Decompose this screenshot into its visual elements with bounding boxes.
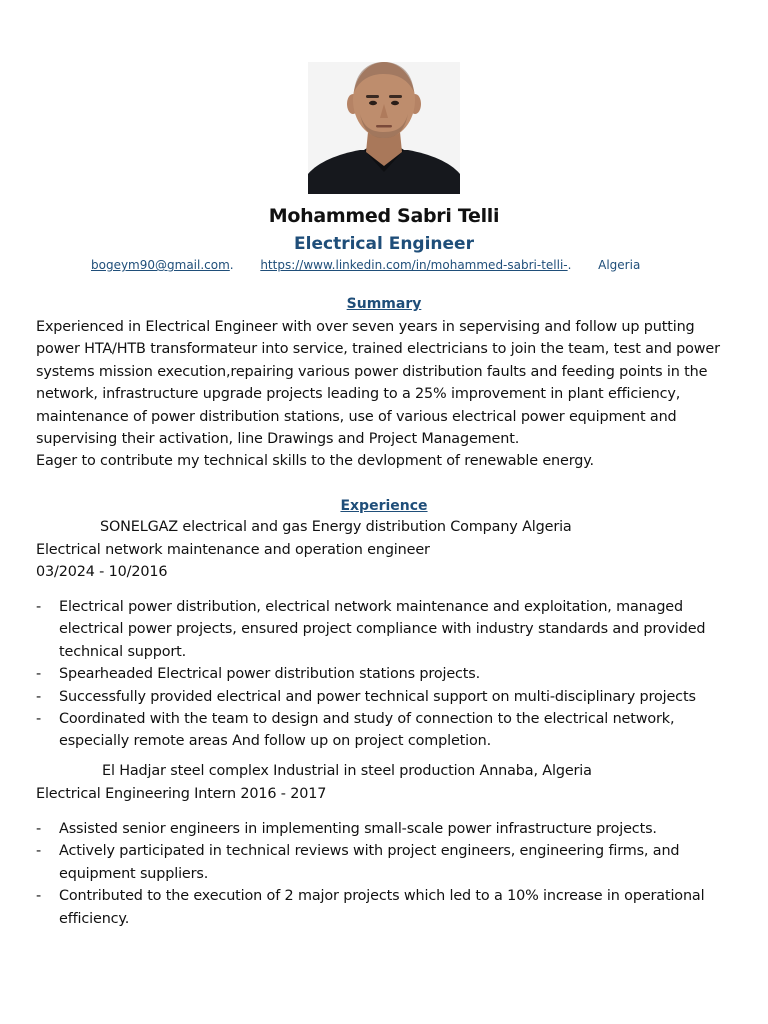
location-text: Algeria (598, 258, 641, 272)
job-1-bullets (36, 596, 736, 753)
summary-paragraph-2: Eager to contribute my technical skills to the devlopment of renewable energy. (36, 453, 594, 470)
linkedin-link[interactable]: https://www.linkedin.com/in/mohammed-sabri-telli- (260, 258, 568, 272)
candidate-name: Mohammed Sabri Telli (268, 205, 500, 227)
email-link[interactable]: bogeym90@gmail.com (91, 258, 230, 272)
job-2-bullet: - Assisted senior engineers in implementing small-scale power infrastructure projects. (36, 818, 736, 840)
job-2-bullet: - Contributed to the execution of 2 major projects which led to a 10% increase in operational efficiency. (36, 885, 736, 930)
job-1-bullet: - Successfully provided electrical and power technical support on multi-disciplinary projects (36, 686, 736, 708)
contact-line: bogeym90@gmail.com. https://www.linkedin.com/in/mohammed-sabri-telli-. Algeria (91, 258, 641, 272)
portrait-image (308, 62, 460, 194)
job-1-bullet: - Electrical power distribution, electrical network maintenance and exploitation, managed electrical power projects, ensured project compliance with industry standards and provided technical support. (36, 596, 736, 663)
summary-text (36, 316, 736, 473)
profile-photo (308, 62, 460, 194)
job-1-bullet: - Spearheaded Electrical power distribution stations projects. (36, 663, 736, 685)
job-2-bullets (36, 818, 736, 930)
job-1-dates: 03/2024 - 10/2016 (36, 564, 168, 580)
summary-heading: Summary (346, 296, 422, 312)
job-1-company: SONELGAZ electrical and gas Energy distribution Company Algeria (100, 519, 572, 535)
job-1-bullet: - Coordinated with the team to design and study of connection to the electrical network, especially remote areas And follow up on project completion. (36, 708, 736, 753)
job-2-bullet: - Actively participated in technical reviews with project engineers, engineering firms, and equipment suppliers. (36, 840, 736, 885)
job-1-role: Electrical network maintenance and operation engineer (36, 542, 430, 558)
summary-paragraph: Experienced in Electrical Engineer with over seven years in sepervising and follow up putting power HTA/HTB transformateur into service, trained electricians to join the team, test and power systems mission execution,repairing various power distribution faults and feeding points in the network, infrastructure upgrade projects leading to a 25% improvement in plant efficiency, maintenance of power distribution stations, use of various electrical power equipment and supervising their activation, line Drawings and Project Management. (36, 319, 720, 448)
candidate-title: Electrical Engineer (294, 234, 474, 254)
job-2-role: Electrical Engineering Intern 2016 - 2017 (36, 786, 327, 802)
experience-heading: Experience (340, 498, 428, 514)
job-2-company: El Hadjar steel complex Industrial in steel production Annaba, Algeria (102, 763, 592, 779)
